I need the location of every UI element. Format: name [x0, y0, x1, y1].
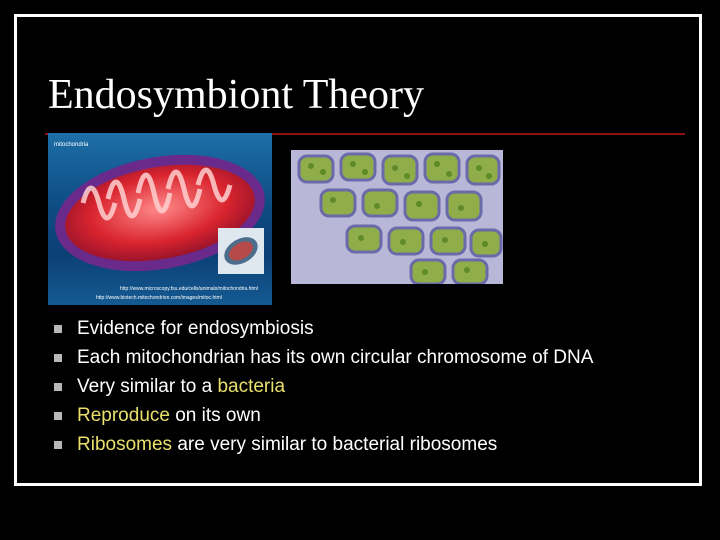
bullet-text: Reproduce on its own [77, 405, 261, 426]
bullet-text: Evidence for endosymbiosis [77, 318, 314, 339]
image-source-url[interactable]: http://www.biotech.mitochondrion.com/images/mitoc.html [96, 295, 222, 301]
list-item [52, 372, 593, 401]
bullet-square-icon [54, 441, 62, 449]
bullet-square-icon [54, 354, 62, 362]
bullet-list [52, 314, 593, 459]
mitochondria-caption: mitochondria [54, 142, 89, 148]
mitochondria-illustration [48, 133, 272, 305]
highlighted-term: Reproduce [77, 405, 170, 426]
list-item [52, 430, 593, 459]
list-item [52, 343, 593, 372]
plant-cells-image [291, 150, 503, 284]
bullet-text: Each mitochondrian has its own circular chromosome of DNA [77, 347, 594, 368]
bullet-square-icon [54, 325, 62, 333]
bullet-square-icon [54, 383, 62, 391]
slide-title: Endosymbiont Theory [48, 72, 425, 118]
mitochondria-image [48, 133, 272, 305]
image-source-url[interactable]: http://www.microscopy.fsu.edu/cells/animals/mitochondria.html [120, 286, 259, 292]
list-item [52, 314, 593, 343]
bullet-text: Very similar to a bacteria [77, 376, 286, 397]
bullet-square-icon [54, 412, 62, 420]
highlighted-term: bacteria [217, 376, 286, 397]
plant-cells-micrograph [291, 150, 503, 284]
list-item [52, 401, 593, 430]
bullet-text: Ribosomes are very similar to bacterial ribosomes [77, 434, 498, 455]
highlighted-term: Ribosomes [77, 434, 173, 455]
